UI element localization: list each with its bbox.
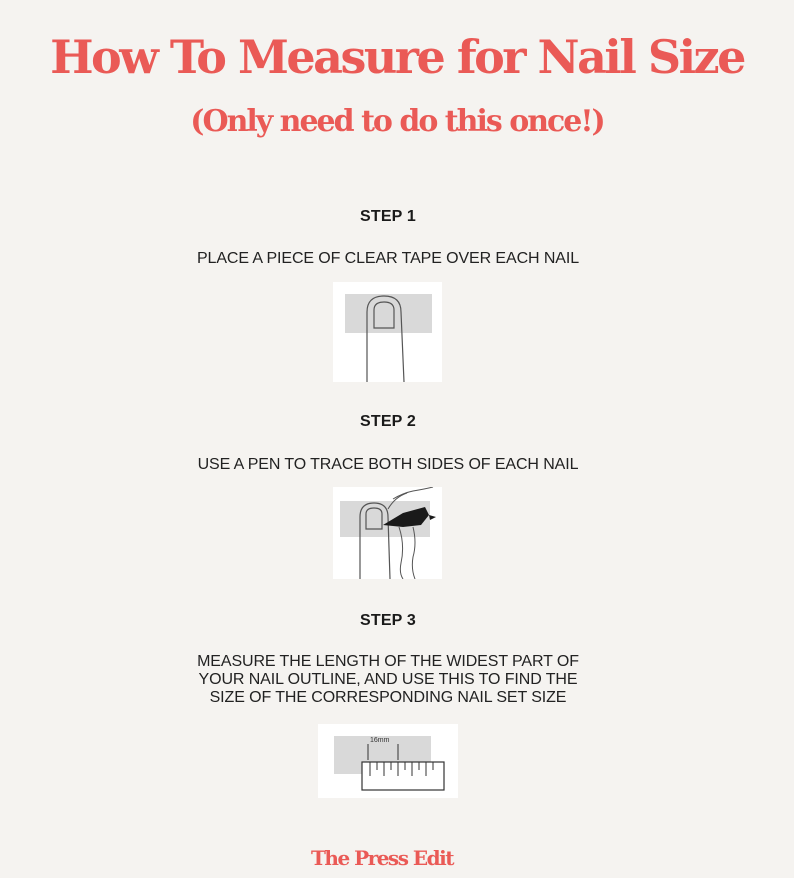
step-1-heading: STEP 1 [359, 208, 417, 225]
brand-footer: The Press Edit [311, 846, 453, 870]
page-title: How To Measure for Nail Size [50, 30, 744, 84]
page-subtitle: (Only need to do this once!) [190, 104, 604, 139]
step-2-heading: STEP 2 [359, 413, 417, 430]
step-3-text-line-3: SIZE OF THE CORRESPONDING NAIL SET SIZE [209, 689, 567, 706]
step-3-text-line-2: YOUR NAIL OUTLINE, AND USE THIS TO FIND THE [198, 671, 578, 688]
finger-pen-trace-illustration [333, 487, 442, 579]
ruler-label: 16mm [370, 737, 390, 744]
step-2-text: USE A PEN TO TRACE BOTH SIDES OF EACH NAIL [197, 456, 579, 473]
ruler-measure-illustration [318, 724, 458, 798]
step-3-text-line-1: MEASURE THE LENGTH OF THE WIDEST PART OF [197, 653, 579, 670]
step-1-text: PLACE A PIECE OF CLEAR TAPE OVER EACH NAIL [196, 250, 579, 267]
finger-tape-illustration [333, 282, 442, 382]
step-3-heading: STEP 3 [359, 612, 417, 629]
